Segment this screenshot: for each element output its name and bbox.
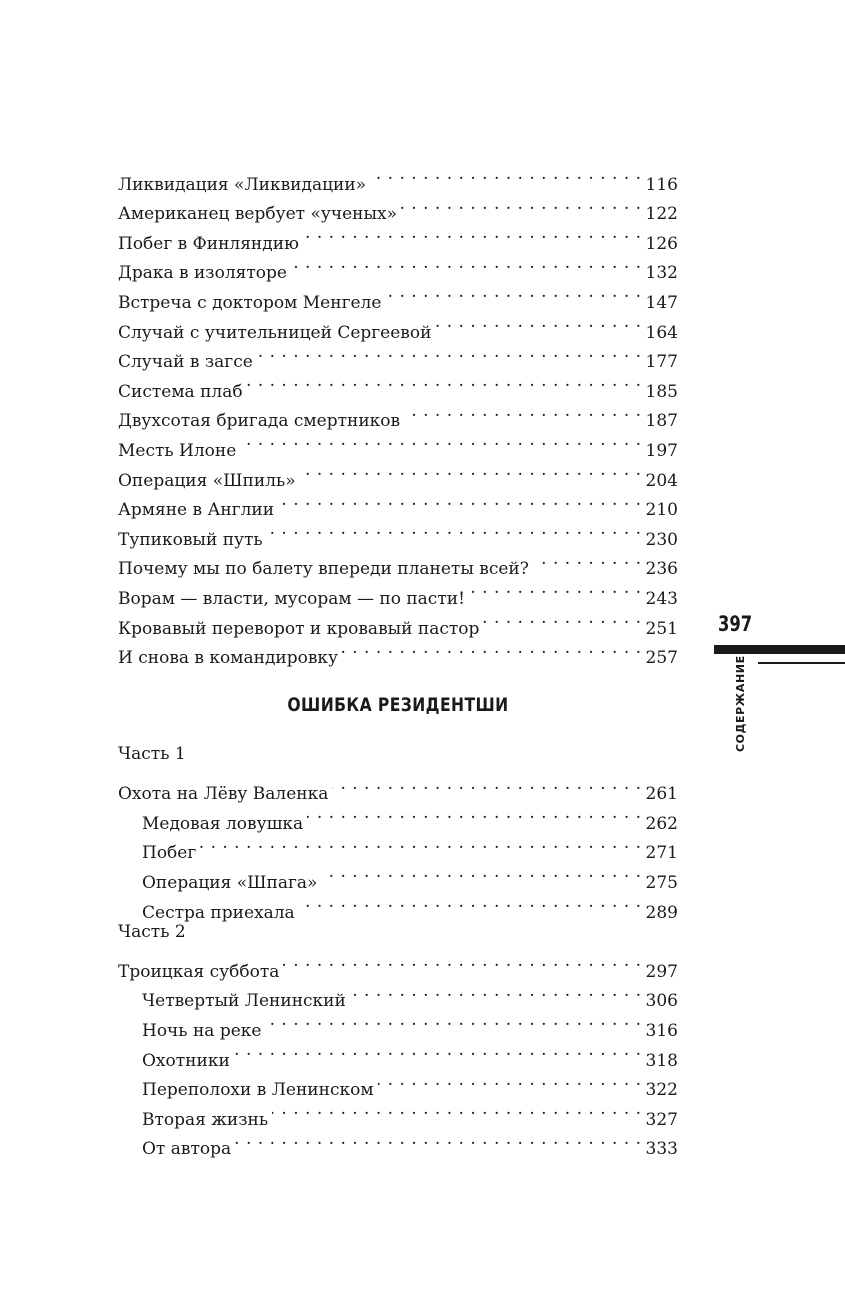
leader-dots [533, 545, 642, 575]
leader-dots [307, 799, 641, 829]
entry-page: 132 [645, 263, 678, 284]
entry-title: Система плаб [118, 381, 243, 402]
leader-dots [300, 456, 642, 486]
leader-dots [257, 338, 642, 368]
leader-dots [370, 160, 641, 190]
entry-page: 316 [645, 1020, 678, 1041]
leader-dots [283, 947, 641, 977]
entry-title: Двухсотая бригада смертников [118, 411, 401, 432]
entry-title: Медовая ловушка [142, 813, 304, 834]
entry-page: 322 [645, 1080, 678, 1101]
entry-page: 230 [645, 529, 678, 550]
entry-page: 164 [645, 322, 678, 343]
entry-title: Четвертый Ленинский [142, 991, 346, 1012]
entry-title: Кровавый переворот и кровавый пастор [118, 618, 480, 639]
entry-title: Армяне в Англии [118, 500, 275, 521]
entry-title: Драка в изоляторе [118, 263, 287, 284]
leader-dots [483, 604, 641, 634]
entry-title: И снова в командировку [118, 648, 339, 669]
leader-dots [247, 367, 642, 397]
entry-title: Ворам — власти, мусорам — по пасти! [118, 588, 465, 609]
entry-title: Побег в Финляндию [118, 233, 299, 254]
entry-page: 262 [645, 813, 678, 834]
entry-title: Сестра приехала [142, 902, 295, 923]
entry-title: Почему мы по балету впереди планеты всей? [118, 559, 529, 580]
section-heading: ОШИБКА РЕЗИДЕНТШИ [287, 694, 509, 716]
entry-page: 297 [645, 961, 678, 982]
leader-dots [265, 1006, 641, 1036]
leader-dots [234, 1036, 642, 1066]
leader-dots [435, 308, 641, 338]
entry-page: 261 [645, 784, 678, 805]
entry-page: 333 [645, 1139, 678, 1160]
entry-title: Переполохи в Ленинском [142, 1080, 374, 1101]
entry-page: 197 [645, 440, 678, 461]
entry-page: 251 [645, 618, 678, 639]
entry-page: 289 [645, 902, 678, 923]
toc-entry [118, 160, 678, 195]
leader-dots [469, 574, 642, 604]
leader-dots [200, 829, 641, 859]
leader-dots [404, 397, 641, 427]
entry-title: Случай в загсе [118, 352, 253, 373]
entry-title: Операция «Шпага» [142, 872, 318, 893]
entry-title: Тупиковый путь [118, 529, 263, 550]
leader-dots [342, 634, 641, 664]
entry-page: 236 [645, 559, 678, 580]
entry-page: 185 [645, 381, 678, 402]
leader-dots [235, 1125, 641, 1155]
part-label: Часть 2 [118, 921, 186, 942]
page-number: 397 [718, 612, 753, 636]
entry-page: 122 [645, 204, 678, 225]
entry-page: 126 [645, 233, 678, 254]
entry-page: 271 [645, 843, 678, 864]
leader-dots [303, 219, 642, 249]
leader-dots [350, 977, 642, 1007]
leader-dots [291, 249, 642, 279]
entry-page: 187 [645, 411, 678, 432]
entry-page: 306 [645, 991, 678, 1012]
entry-page: 243 [645, 588, 678, 609]
toc-subentry [118, 858, 678, 893]
leader-dots [385, 278, 641, 308]
entry-page: 275 [645, 872, 678, 893]
entry-title: Операция «Шпиль» [118, 470, 296, 491]
leader-dots [299, 888, 642, 918]
toc-entry [118, 770, 678, 805]
entry-page: 177 [645, 352, 678, 373]
toc-list-bottom [118, 740, 678, 1160]
entry-title: Месть Илоне [118, 440, 237, 461]
leader-dots [401, 190, 642, 220]
leader-dots [272, 1095, 641, 1125]
entry-title: Ликвидация «Ликвидации» [118, 174, 367, 195]
entry-title: Охота на Лёву Валенка [118, 784, 329, 805]
entry-title: Вторая жизнь [142, 1109, 269, 1130]
entry-title: Встреча с доктором Менгеле [118, 292, 382, 313]
entry-page: 204 [645, 470, 678, 491]
leader-dots [321, 858, 641, 888]
entry-title: Американец вербует «ученых» [118, 204, 398, 225]
entry-page: 147 [645, 292, 678, 313]
entry-title: Ночь на реке [142, 1020, 262, 1041]
leader-dots [332, 770, 641, 800]
leader-dots [278, 486, 642, 516]
entry-page: 210 [645, 500, 678, 521]
entry-title: От автора [142, 1139, 232, 1160]
entry-page: 327 [645, 1109, 678, 1130]
toc-list-top [118, 160, 678, 669]
part-label: Часть 1 [118, 744, 186, 764]
entry-page: 318 [645, 1050, 678, 1071]
toc-subentry [118, 829, 678, 864]
toc-entry [118, 947, 678, 982]
leader-dots [378, 1066, 642, 1096]
entry-page: 116 [645, 174, 678, 195]
entry-page: 257 [645, 648, 678, 669]
entry-title: Охотники [142, 1050, 230, 1071]
entry-title: Побег [142, 843, 197, 864]
margin-rule-thick [714, 645, 845, 654]
margin-rule-thin [758, 662, 845, 664]
running-head: СОДЕРЖАНИЕ [734, 655, 747, 752]
entry-title: Случай с учительницей Сергеевой [118, 322, 432, 343]
leader-dots [240, 426, 641, 456]
entry-title: Троицкая суббота [118, 961, 280, 982]
leader-dots [267, 515, 642, 545]
